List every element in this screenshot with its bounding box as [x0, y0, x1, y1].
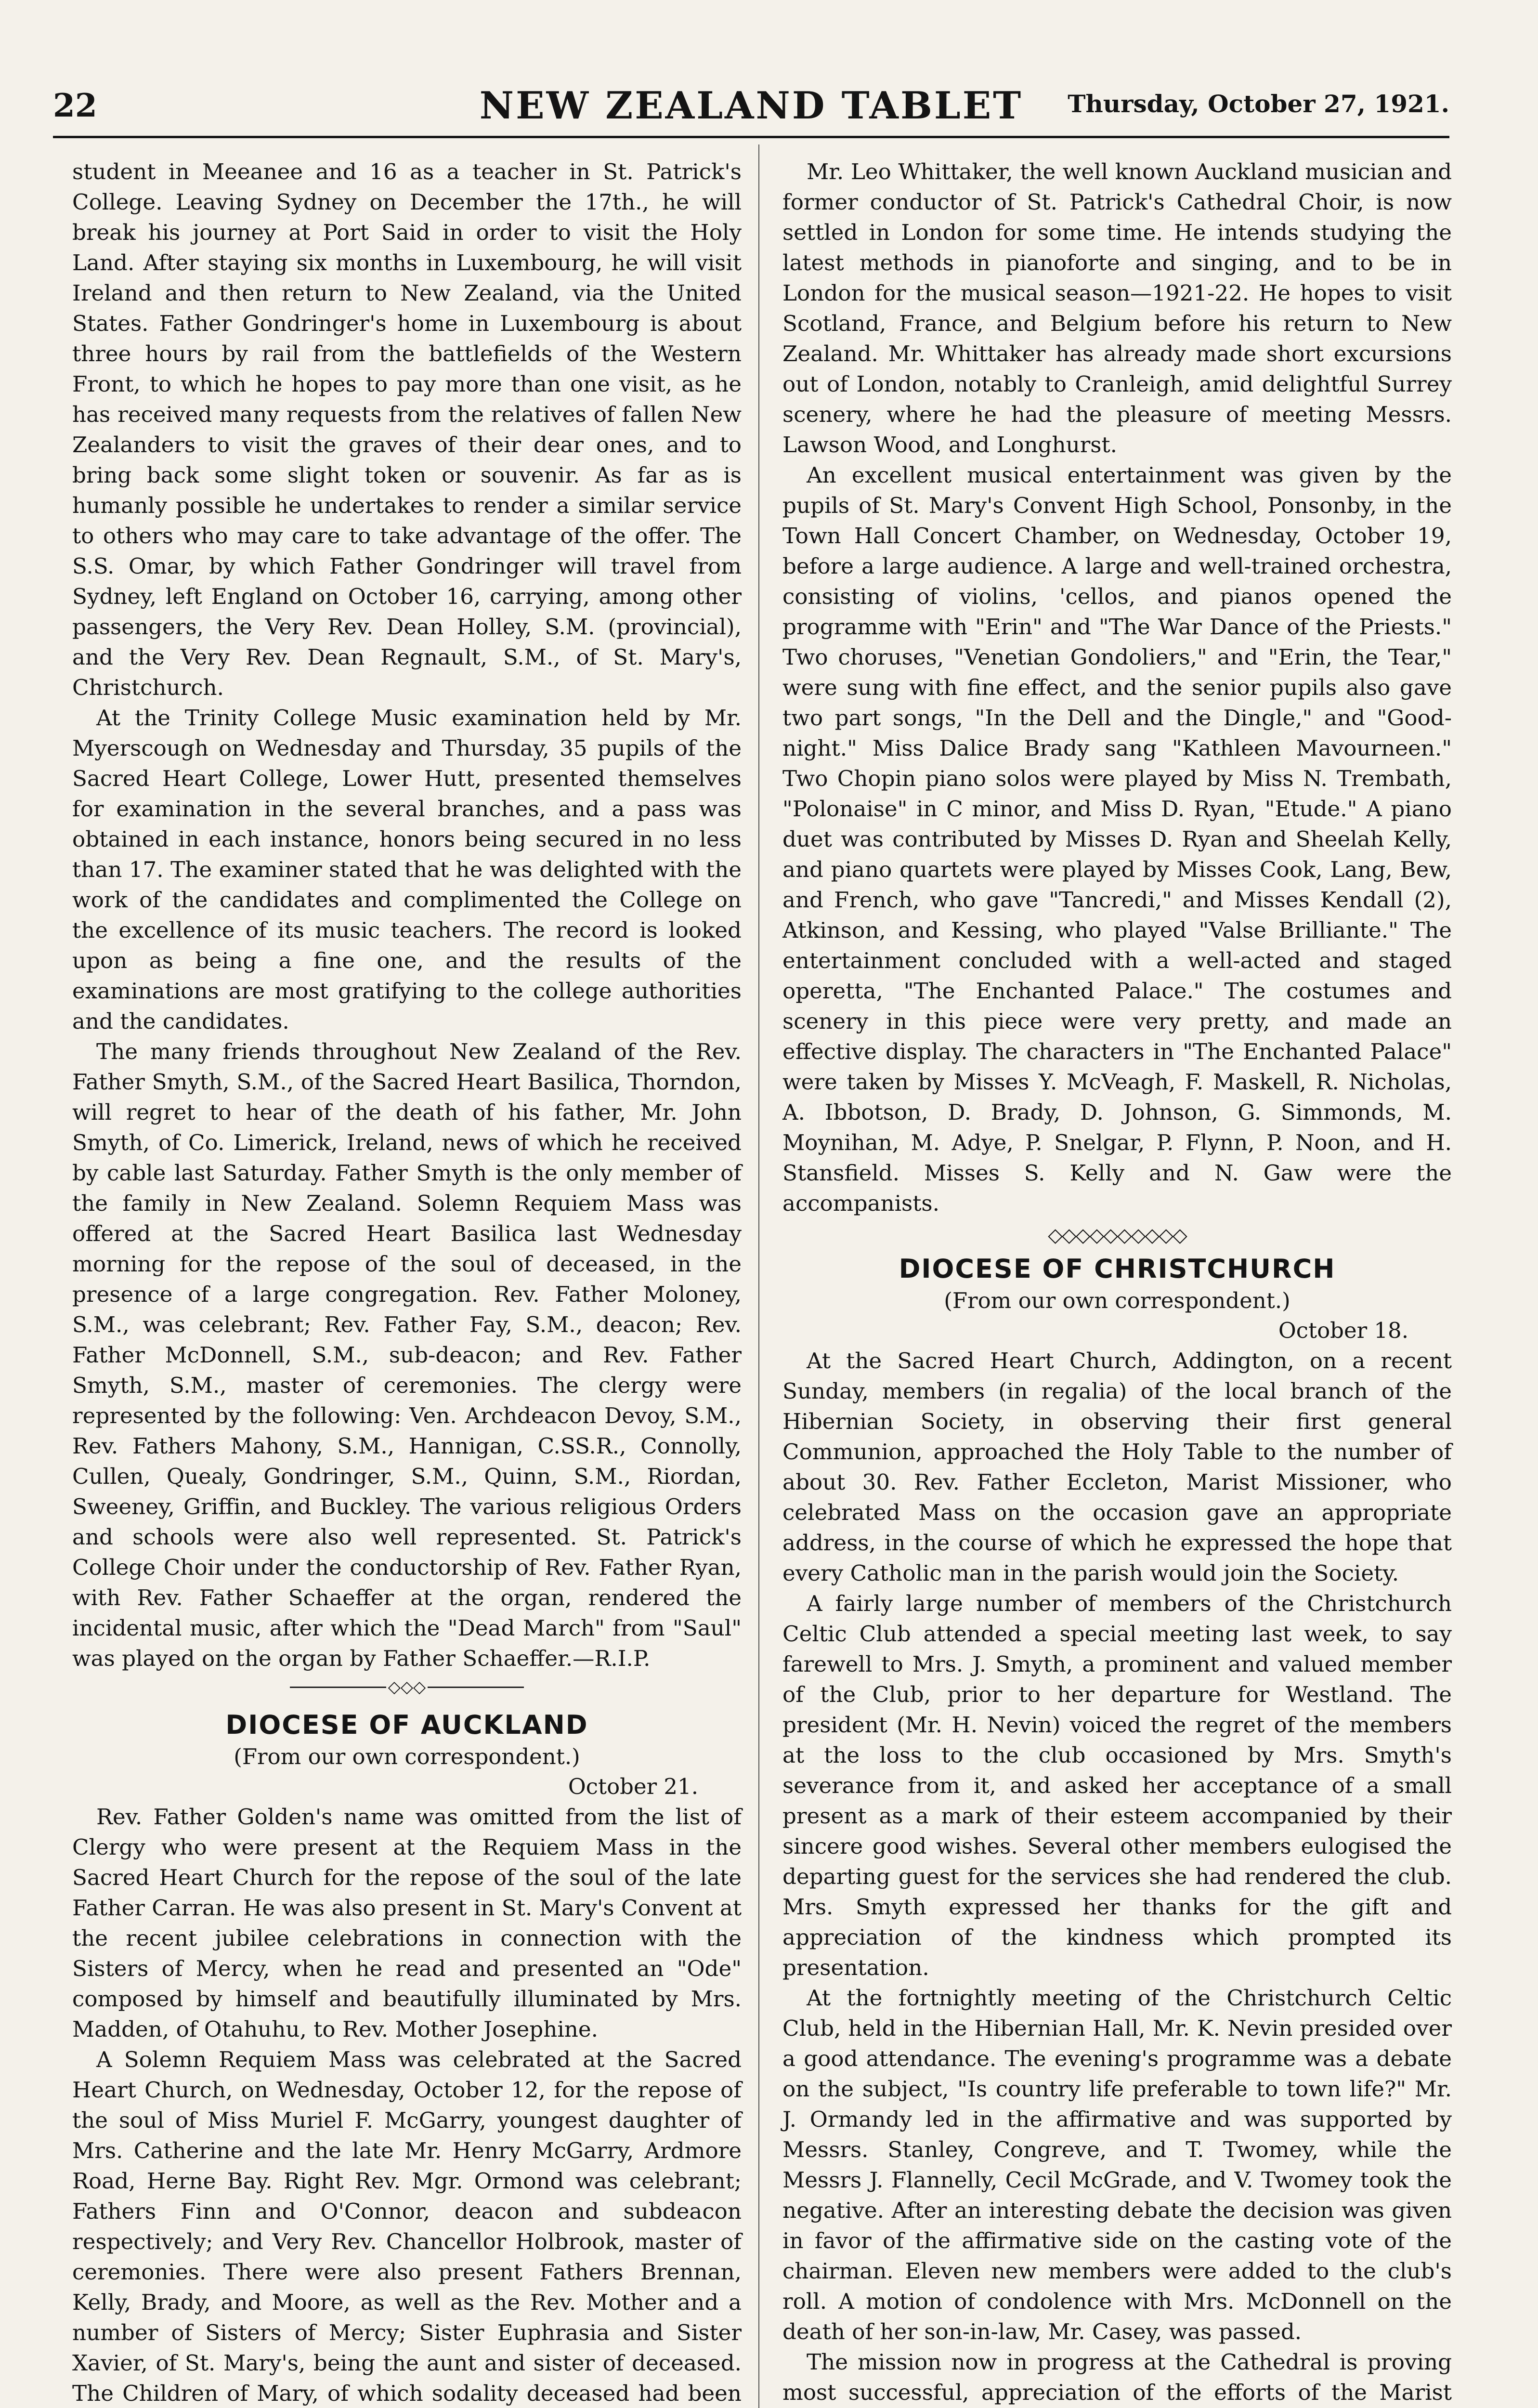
column-divider	[758, 144, 759, 2408]
section-byline: (From our own correspondent.)	[944, 1288, 1290, 1313]
article-paragraph: Rev. Father Golden's name was omitted from the list of Clergy who were present at the Requiem Mass in the Sacred Heart Church for the repose of the soul of the late Father Carran. He was also present in St. Mary's Convent at the recent jubilee celebrations in connection with the Sisters of Mercy, when he read and presented an "Ode" composed by himself and beautifully illuminated by Mrs. Madden, of Otahuhu, to Rev. Mother Josephine.	[72, 1804, 742, 2042]
masthead	[53, 84, 1449, 132]
left-column	[72, 157, 742, 2408]
diamond-ornament-icon: ◇◇◇	[388, 1677, 426, 1697]
article-paragraph: The mission now in progress at the Cathedral is proving most successful, appreciation of the efforts of the Marist	[782, 2349, 1452, 2405]
article-paragraph: At the fortnightly meeting of the Christchurch Celtic Club, held in the Hibernian Hall, Mr. K. Nevin presided over a good attendance. The evening's programme was a debate on the subject, "Is country life preferable to town life?" Mr. J. Ormandy led in the affirmative and was supported by Messrs. Stanley, Congreve, and T. Twomey, while the Messrs J. Flannelly, Cecil McGrade, and V. Twomey took the negative. After an interesting debate the decision was given in favor of the affirmative side on the casting vote of the chairman. Eleven new members were added to the club's roll. A motion of condolence with Mrs. McDonnell on the death of her son-in-law, Mr. Casey, was passed.	[782, 1985, 1452, 2344]
article-paragraph: Mr. Leo Whittaker, the well known Auckland musician and former conductor of St. Patrick's Cathedral Choir, is now settled in London for some time. He intends studying the latest methods in pianoforte and singing, and to be in London for the musical season—1921-22. He hopes to visit Scotland, France, and Belgium before his return to New Zealand. Mr. Whittaker has already made short excursions out of London, notably to Cranleigh, amid delightful Surrey scenery, where he had the pleasure of meeting Messrs. Lawson Wood, and Longhurst.	[782, 159, 1452, 458]
header-rule	[53, 136, 1449, 138]
section-byline: (From our own correspondent.)	[234, 1744, 580, 1769]
article-paragraph: A Solemn Requiem Mass was celebrated at the Sacred Heart Church, on Wednesday, October 12, for the repose of the soul of Miss Muriel F. McGarry, youngest daughter of Mrs. Catherine and the late Mr. Henry McGarry, Ardmore Road, Herne Bay. Right Rev. Mgr. Ormond was celebrant; Fathers Finn and O'Connor, deacon and subdeacon respectively; and Very Rev. Chancellor Holbrook, master of ceremonies. There were also present Fathers Brennan, Kelly, Brady, and Moore, as well as the Rev. Mother and a number of Sisters of Mercy; Sister Euphrasia and Sister Xavier, of St. Mary's, being the aunt and sister of deceased. The Children of Mary, of which sodality deceased had been	[72, 2047, 742, 2406]
article-paragraph: student in Meeanee and 16 as a teacher in St. Patrick's College. Leaving Sydney on December the 17th., he will break his journey at Port Said in order to visit the Holy Land. After staying six months in Luxembourg, he will visit Ireland and then return to New Zealand, via the United States. Father Gondringer's home in Luxembourg is about three hours by rail from the battlefields of the Western Front, to which he hopes to pay more than one visit, as he has received many requests from the relatives of fallen New Zealanders to visit the graves of their dear ones, and to bring back some slight token or souvenir. As far as is humanly possible he undertakes to render a similar service to others who may care to take advantage of the offer. The S.S. Omar, by which Father Gondringer will travel from Sydney, left England on October 16, carrying, among other passengers, the Very Rev. Dean Holley, S.M. (provincial), and the Very Rev. Dean Regnault, S.M., of St. Mary's, Christchurch.	[72, 159, 742, 700]
article-paragraph: A fairly large number of members of the Christchurch Celtic Club attended a special meeting last week, to say farewell to Mrs. J. Smyth, a prominent and valued member of the Club, prior to her departure for Westland. The president (Mr. H. Nevin) voiced the regret of the members at the loss to the club occasioned by Mrs. Smyth's severance from it, and asked her acceptance of a small present as a mark of their esteem accompanied by their sincere good wishes. Several other members eulogised the departing guest for the services she had rendered the club. Mrs. Smyth expressed her thanks for the gift and appreciation of the kindness which prompted its presentation.	[782, 1591, 1452, 1980]
separator-line	[290, 1687, 386, 1688]
section-heading-christchurch: DIOCESE OF CHRISTCHURCH	[899, 1254, 1336, 1284]
section-dateline: October 21.	[568, 1774, 698, 1799]
article-paragraph: At the Sacred Heart Church, Addington, on a recent Sunday, members (in regalia) of the local branch of the Hibernian Society, in observing their first general Communion, approached the Holy Table to the number of about 30. Rev. Father Eccleton, Marist Missioner, who celebrated Mass on the occasion gave an appropriate address, in the course of which he expressed the hope that every Catholic man in the parish would join the Society.	[782, 1348, 1452, 1586]
article-paragraph: An excellent musical entertainment was given by the pupils of St. Mary's Convent High School, Ponsonby, in the Town Hall Concert Chamber, on Wednesday, October 19, before a large audience. A large and well-trained orchestra, consisting of violins, 'cellos, and pianos opened the programme with "Erin" and "The War Dance of the Priests." Two choruses, "Venetian Gondoliers," and "Erin, the Tear," were sung with fine effect, and the senior pupils also gave two part songs, "In the Dell and the Dingle," and "Good-night." Miss Dalice Brady sang "Kathleen Mavourneen." Two Chopin piano solos were played by Miss N. Trembath, "Polonaise" in C minor, and Miss D. Ryan, "Etude." A piano duet was contributed by Misses D. Ryan and Sheelah Kelly, and piano quartets were played by Misses Cook, Lang, Bew, and French, who gave "Tancredi," and Misses Kendall (2), Atkinson, and Kessing, who played "Valse Brilliante." The entertainment concluded with a well-acted and staged operetta, "The Enchanted Palace." The costumes and scenery in this piece were very pretty, and made an effective display. The characters in "The Enchanted Palace" were taken by Misses Y. McVeagh, F. Maskell, R. Nicholas, A. Ibbotson, D. Brady, D. Johnson, G. Simmonds, M. Moynihan, M. Adye, P. Snelgar, P. Flynn, P. Noon, and H. Stansfield. Misses S. Kelly and N. Gaw were the accompanists.	[782, 462, 1452, 1216]
zigzag-ornament-icon: ◇◇◇◇◇◇◇◇◇◇	[1048, 1224, 1186, 1246]
article-paragraph: At the Trinity College Music examination held by Mr. Myerscough on Wednesday and Thursday, 35 pupils of the Sacred Heart College, Lower Hutt, presented themselves for examination in the several branches, and a pass was obtained in each instance, honors being secured in no less than 17. The examiner stated that he was delighted with the work of the candidates and complimented the College on the excellence of its music teachers. The record is looked upon as being a fine one, and the results of the examinations are most gratifying to the college authorities and the candidates.	[72, 705, 742, 1034]
page-number: 22	[53, 87, 97, 124]
article-paragraph: The many friends throughout New Zealand of the Rev. Father Smyth, S.M., of the Sacred Heart Basilica, Thorndon, will regret to hear of the death of his father, Mr. John Smyth, of Co. Limerick, Ireland, news of which he received by cable last Saturday. Father Smyth is the only member of the family in New Zealand. Solemn Requiem Mass was offered at the Sacred Heart Basilica last Wednesday morning for the repose of the soul of deceased, in the presence of a large congregation. Rev. Father Moloney, S.M., was celebrant; Rev. Father Fay, S.M., deacon; Rev. Father McDonnell, S.M., sub-deacon; and Rev. Father Smyth, S.M., master of ceremonies. The clergy were represented by the following: Ven. Archdeacon Devoy, S.M., Rev. Fathers Mahony, S.M., Hannigan, C.SS.R., Connolly, Cullen, Quealy, Gondringer, S.M., Quinn, S.M., Riordan, Sweeney, Griffin, and Buckley. The various religious Orders and schools were also well represented. St. Patrick's College Choir under the conductorship of Rev. Father Ryan, with Rev. Father Schaeffer at the organ, rendered the incidental music, after which the "Dead March" from "Saul" was played on the organ by Father Schaeffer.—R.I.P.	[72, 1039, 742, 1671]
issue-date: Thursday, October 27, 1921.	[1068, 90, 1449, 118]
section-dateline: October 18.	[1278, 1318, 1408, 1343]
newspaper-title: NEW ZEALAND TABLET	[479, 84, 1023, 128]
right-column	[782, 157, 1452, 2408]
section-heading-auckland: DIOCESE OF AUCKLAND	[225, 1710, 588, 1740]
separator-line	[428, 1687, 524, 1688]
section-separator	[72, 1677, 742, 1704]
